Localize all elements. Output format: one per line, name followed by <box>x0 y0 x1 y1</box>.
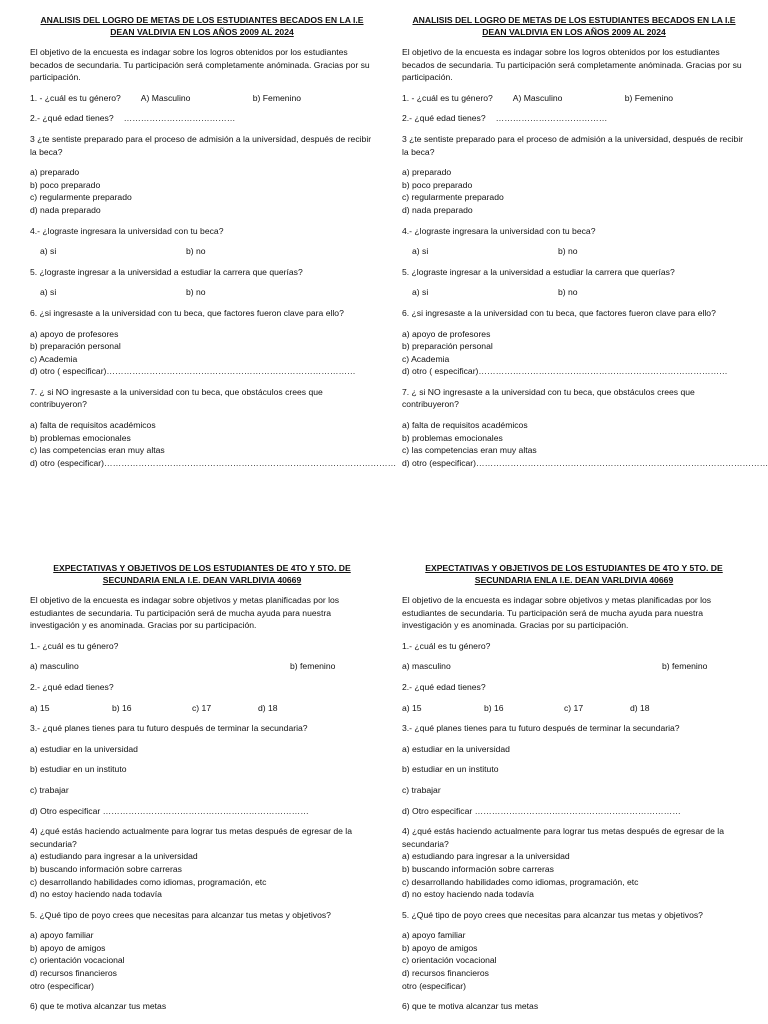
option: a) estudiando para ingresar a la universidad <box>30 851 198 862</box>
question-2-options <box>402 702 746 715</box>
question-5: 5. ¿Qué tipo de poyo crees que necesitas para alcanzar tus metas y objetivos? <box>30 909 331 920</box>
question-6-options <box>402 328 746 378</box>
option: d) no estoy haciendo nada todavía <box>402 889 534 900</box>
option: c) desarrollando habilidades como idiomas, programación, etc <box>30 876 267 887</box>
answer-blank: ………………………………… <box>495 113 608 124</box>
option-a: A) Masculino <box>140 92 191 103</box>
option: otro (especificar) <box>402 980 466 991</box>
question-5-options <box>30 286 374 299</box>
option: d) 18 <box>258 702 278 713</box>
option: d) 18 <box>630 702 650 713</box>
option-b: b) no <box>186 246 206 257</box>
question-7-options <box>402 419 768 469</box>
survey-title: ANALISIS DEL LOGRO DE METAS DE LOS ESTUDIANTES BECADOS EN LA I.E DEAN VALDIVIA EN LOS AÑOS 2009 AL 2024 <box>40 15 364 37</box>
survey2-right <box>402 562 746 1013</box>
question-3: 3.- ¿qué planes tienes para tu futuro después de terminar la secundaria? <box>402 723 680 734</box>
question-4-options <box>30 850 374 900</box>
option: b) apoyo de amigos <box>402 942 478 953</box>
option: a) falta de requisitos académicos <box>30 420 156 431</box>
option: d) recursos financieros <box>402 968 489 979</box>
option-b: b) no <box>186 287 206 298</box>
option: d) otro ( especificar)…………………………………………………………………………… <box>30 366 356 377</box>
question-2 <box>30 112 374 125</box>
question-text: 2.- ¿qué edad tienes? <box>402 113 486 124</box>
option: d) nada preparado <box>30 204 101 215</box>
option: a) preparado <box>30 167 80 178</box>
survey-intro: El objetivo de la encuesta es indagar sobre los logros obtenidos por los estudiantes becados de secundaria. Tu participación será completamente anóminada. Gracias por su participación. <box>402 47 742 83</box>
question-4-options <box>402 245 746 258</box>
option: b) poco preparado <box>30 179 101 190</box>
question-4: 4.- ¿lograste ingresara la universidad con tu beca? <box>402 225 596 236</box>
option: d) recursos financieros <box>30 968 117 979</box>
question-1: 1.- ¿cuál es tu género? <box>30 640 119 651</box>
option: c) trabajar <box>402 784 441 795</box>
question-2: 2.- ¿qué edad tienes? <box>402 681 486 692</box>
option-b: b) femenino <box>290 661 336 672</box>
option: b) 16 <box>112 702 132 713</box>
option: b) problemas emocionales <box>30 432 131 443</box>
question-2: 2.- ¿qué edad tienes? <box>30 681 114 692</box>
survey-intro: El objetivo de la encuesta es indagar sobre objetivos y metas planificadas por los estudiantes de secundaria. Tu participación será de mucha ayuda para nuestra investigación y es anominada. Gracias por su participación. <box>30 595 340 631</box>
question-5: 5. ¿lograste ingresar a la universidad a estudiar la carrera que querías? <box>402 266 675 277</box>
question-5-options <box>402 286 746 299</box>
option: b) buscando información sobre carreras <box>30 863 182 874</box>
option-a: a) masculino <box>402 661 451 672</box>
question-text: 2.- ¿qué edad tienes? <box>30 113 114 124</box>
option: d) nada preparado <box>402 204 473 215</box>
option: d) Otro especificar ……………………………………………………………… <box>402 805 681 816</box>
option: d) Otro especificar ……………………………………………………………… <box>30 805 309 816</box>
option: c) Academia <box>30 353 78 364</box>
option-b: b) femenino <box>662 661 708 672</box>
option: b) estudiar en un instituto <box>30 764 127 775</box>
question-3: 3.- ¿qué planes tienes para tu futuro después de terminar la secundaria? <box>30 723 308 734</box>
question-1-options <box>30 660 374 673</box>
option: c) desarrollando habilidades como idiomas, programación, etc <box>402 876 639 887</box>
option: a) estudiar en la universidad <box>402 743 510 754</box>
question-6: 6. ¿si ingresaste a la universidad con tu beca, que factores fueron clave para ello? <box>402 307 716 318</box>
option-b: b) Femenino <box>252 92 302 103</box>
option: a) falta de requisitos académicos <box>402 420 528 431</box>
option-a: a) si <box>412 287 429 298</box>
option-a: a) si <box>40 246 57 257</box>
option-b: b) no <box>558 287 578 298</box>
option: c) Academia <box>402 353 450 364</box>
option: d) otro (especificar)………………………………………………………………………………………… <box>402 457 768 468</box>
option: a) apoyo familiar <box>30 930 94 941</box>
question-1-options <box>402 660 746 673</box>
option: d) otro ( especificar)…………………………………………………………………………… <box>402 366 728 377</box>
option: b) problemas emocionales <box>402 432 503 443</box>
question-4: 4) ¿qué estás haciendo actualmente para lograr tus metas después de egresar de la secundaria? <box>402 826 724 849</box>
option: b) poco preparado <box>402 179 473 190</box>
survey1-right <box>402 14 768 469</box>
survey-title: EXPECTATIVAS Y OBJETIVOS DE LOS ESTUDIANTES DE 4TO Y 5TO. DE SECUNDARIA ENLA I.E. DEAN VARLDIVIA 40669 <box>53 563 351 585</box>
question-3: 3 ¿te sentiste preparado para el proceso de admisión a la universidad, después de recibir la beca? <box>402 133 744 157</box>
option: a) 15 <box>30 702 50 713</box>
question-7: 7. ¿ si NO ingresaste a la universidad con tu beca, que obstáculos crees que contribuyeron? <box>402 386 695 410</box>
option-a: a) si <box>412 246 429 257</box>
question-6-options <box>30 328 374 378</box>
option: d) no estoy haciendo nada todavía <box>30 889 162 900</box>
option-a: A) Masculino <box>512 92 563 103</box>
question-5: 5. ¿lograste ingresar a la universidad a estudiar la carrera que querías? <box>30 266 303 277</box>
question-1: 1.- ¿cuál es tu género? <box>402 640 491 651</box>
option: a) apoyo de profesores <box>30 328 119 339</box>
option: a) 15 <box>402 702 422 713</box>
question-4-options <box>402 850 746 900</box>
option: b) apoyo de amigos <box>30 942 106 953</box>
survey1-left <box>30 14 397 469</box>
question-3-options <box>30 166 374 216</box>
survey-title: ANALISIS DEL LOGRO DE METAS DE LOS ESTUDIANTES BECADOS EN LA I.E DEAN VALDIVIA EN LOS AÑOS 2009 AL 2024 <box>412 15 736 37</box>
question-6: 6) que te motiva alcanzar tus metas <box>402 1001 539 1012</box>
option: otro (especificar) <box>30 980 94 991</box>
question-3: 3 ¿te sentiste preparado para el proceso de admisión a la universidad, después de recibir la beca? <box>30 133 372 157</box>
survey-intro: El objetivo de la encuesta es indagar sobre los logros obtenidos por los estudiantes becados de secundaria. Tu participación será completamente anóminada. Gracias por su participación. <box>30 47 370 83</box>
option: d) otro (especificar)………………………………………………………………………………………… <box>30 457 397 468</box>
question-5: 5. ¿Qué tipo de poyo crees que necesitas para alcanzar tus metas y objetivos? <box>402 909 703 920</box>
option: b) preparación personal <box>30 341 121 352</box>
question-6: 6. ¿si ingresaste a la universidad con tu beca, que factores fueron clave para ello? <box>30 307 344 318</box>
question-5-options <box>30 929 374 992</box>
question-text: 1. - ¿cuál es tu género? <box>402 92 493 103</box>
question-6: 6) que te motiva alcanzar tus metas <box>30 1001 167 1012</box>
option: b) buscando información sobre carreras <box>402 863 554 874</box>
question-3-options <box>402 166 746 216</box>
question-1 <box>30 92 374 105</box>
option: c) 17 <box>564 702 584 713</box>
option: a) estudiar en la universidad <box>30 743 138 754</box>
option: a) preparado <box>402 167 452 178</box>
question-2-options <box>30 702 374 715</box>
option: c) regularmente preparado <box>30 192 132 203</box>
survey-title: EXPECTATIVAS Y OBJETIVOS DE LOS ESTUDIANTES DE 4TO Y 5TO. DE SECUNDARIA ENLA I.E. DEAN VARLDIVIA 40669 <box>425 563 723 585</box>
question-7-options <box>30 419 397 469</box>
option: a) estudiando para ingresar a la universidad <box>402 851 570 862</box>
question-4-options <box>30 245 374 258</box>
option: a) apoyo de profesores <box>402 328 491 339</box>
question-7: 7. ¿ si NO ingresaste a la universidad con tu beca, que obstáculos crees que contribuyeron? <box>30 386 323 410</box>
option: c) trabajar <box>30 784 69 795</box>
option: a) apoyo familiar <box>402 930 466 941</box>
question-5-options <box>402 929 746 992</box>
option: c) las competencias eran muy altas <box>402 445 537 456</box>
answer-blank: ………………………………… <box>123 113 236 124</box>
question-4: 4.- ¿lograste ingresara la universidad con tu beca? <box>30 225 224 236</box>
option: b) preparación personal <box>402 341 493 352</box>
question-4: 4) ¿qué estás haciendo actualmente para lograr tus metas después de egresar de la secundaria? <box>30 826 352 849</box>
option: c) las competencias eran muy altas <box>30 445 165 456</box>
option: c) orientación vocacional <box>30 955 125 966</box>
survey-intro: El objetivo de la encuesta es indagar sobre objetivos y metas planificadas por los estudiantes de secundaria. Tu participación será de mucha ayuda para nuestra investigación y es anominada. Gracias por su participación. <box>402 595 712 631</box>
question-2 <box>402 112 746 125</box>
option: c) 17 <box>192 702 212 713</box>
option-a: a) masculino <box>30 661 79 672</box>
option: b) 16 <box>484 702 504 713</box>
option-a: a) si <box>40 287 57 298</box>
option-b: b) no <box>558 246 578 257</box>
option: c) regularmente preparado <box>402 192 504 203</box>
option: b) estudiar en un instituto <box>402 764 499 775</box>
question-1 <box>402 92 746 105</box>
option: c) orientación vocacional <box>402 955 497 966</box>
survey2-left <box>30 562 374 1013</box>
option-b: b) Femenino <box>624 92 674 103</box>
question-text: 1. - ¿cuál es tu género? <box>30 92 121 103</box>
